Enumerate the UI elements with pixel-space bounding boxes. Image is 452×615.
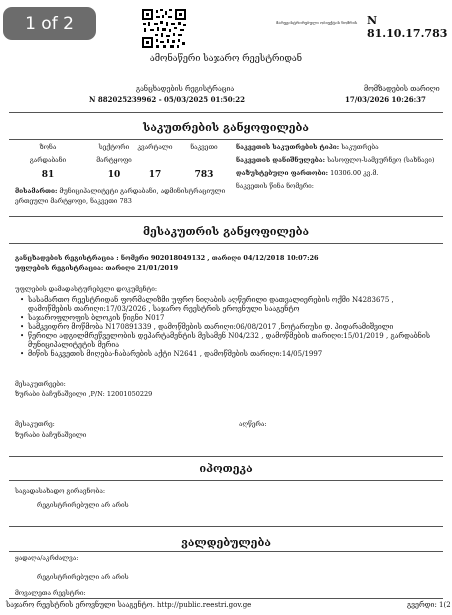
quarter-header: კვარტალი: [137, 143, 173, 151]
quarter-code: 17: [148, 170, 162, 180]
address-label: მისამართი:: [15, 187, 58, 195]
divider: [9, 551, 443, 552]
basis-label: უფლების დამადასტურებელი დოკუმენტი:: [15, 285, 158, 293]
sector-header: სექტორი: [98, 143, 130, 151]
document-number: N 81.10.17.783: [367, 14, 448, 40]
zone-header: ზონა: [39, 143, 57, 151]
address-text: მუნიციპალიტეტი გარდაბანი, ადმინისტრაციული ერთეული მარტყოფი, ნაკვეთი 783: [15, 187, 226, 205]
page-indicator-badge: 1 of 2: [3, 7, 96, 40]
qr-code-icon: [141, 8, 187, 49]
document-title: ამონაწერი საჯარო რეესტრიდან: [149, 54, 303, 64]
divider: [9, 216, 443, 217]
divider: [9, 526, 443, 527]
prepared-label: მომზადების თარიღი: [364, 85, 440, 93]
footer-agency-link[interactable]: საჯარო რეესტრის ეროვნული სააგენტო. http://public.reestri.gov.ge: [6, 601, 252, 609]
mortgage-subject-value: რეგისტრირებული არ არის: [37, 501, 129, 509]
obligations-section-title: ვალდებულება: [181, 536, 271, 549]
debtor-registry-label: მოვალეთა რეესტრი:: [15, 589, 86, 597]
list-item: • სამკვიდრო მოწმობა N170891339 , დამოწმების თარიღი:06/08/2017 ,ნოტარიუსი დ. პიდარამიშვილი: [28, 323, 433, 332]
parcel-code: 783: [194, 170, 214, 180]
right-registration-line: უფლების რეგისტრაცია: თარიღი 21/01/2019: [15, 264, 179, 272]
list-item: • წერილი ადგილმრეწველობის დეპარტამენტის მესამენ N04/232 , დამოწმების თარიღი:15/01/2019 , გარდაბნის მუნიციპალიტეტის მერია: [28, 332, 433, 350]
seizure-label: ყადაღა/აკრძალვა:: [15, 554, 79, 562]
divider: [9, 243, 443, 244]
owner-section-title: მესაკუთრის განყოფილება: [142, 225, 310, 238]
footer-divider: [9, 598, 443, 599]
zone-code: 81: [41, 170, 55, 180]
registry-caption: მარეგისტრირებული ობიექტის ნომრის: [276, 20, 358, 25]
mortgage-subject-label: საგადასახადო გირავნობა:: [15, 487, 106, 495]
divider: [9, 456, 443, 457]
list-item: • სასამართო რეესტრიდან ფორმალიზმი უფრო ნიღაბის აღწერილი დათვალიერების ოქმი N4283675 , დამოწმების თარიღი:17/03/2026 , საჯარო რეესტრის ეროვნული სააგენტო: [28, 296, 433, 314]
sector-code: 10: [107, 170, 121, 180]
description-label: აღწერა:: [239, 420, 267, 428]
owners-label: მესაკუთრეები:: [15, 380, 66, 388]
parcel-header: ნაკვეთი: [190, 143, 218, 151]
purpose-row: ნაკვეთის დანიშნულება: სასოფლო-სამეურნეო (სახნავი): [236, 156, 435, 164]
footer-page-number: გვერდი: 1(2: [407, 601, 451, 609]
application-value: N 882025239962 - 05/03/2025 01:50:22: [89, 95, 245, 104]
owner-label: მესაკუთრე:: [15, 420, 55, 428]
mortgage-section-title: იპოთეკა: [199, 462, 253, 475]
divider: [9, 139, 443, 140]
ownership-row: ნაკვეთის საკუთრების ტიპი: საკუთრება: [236, 143, 379, 151]
divider: [9, 112, 443, 113]
owner-name-pn: ზურაბი ბაჩუნაშვილი ,P/N: 12001050229: [15, 390, 153, 398]
previous-number-label: ნაკვეთის წინა ნომერი:: [236, 182, 314, 190]
property-section-title: საკუთრების განყოფილება: [143, 121, 309, 134]
owner-name: ზურაბი ბაჩუნაშვილი: [15, 431, 87, 439]
seizure-value: რეგისტრირებული არ არის: [37, 573, 129, 581]
application-label: განცხადების რეგისტრაცია: [136, 85, 235, 93]
basis-list: [28, 296, 433, 359]
list-item: • საჯაროფლოფის ბლოკის წიგნი N017: [28, 314, 433, 323]
area-row: დაზუსტებული ფართობი: 10306.00 კვ.მ.: [236, 169, 379, 177]
list-item: • მიწის ნაკვეთის მიღება-ჩაბარების აქტი N2641 , დამოწმების თარიღი:14/05/1997: [28, 350, 433, 359]
zone-name: გარდაბანი: [29, 156, 67, 164]
owner-application-line: განცხადების რეგისტრაცია : ნომერი 902018049132 , თარიღი 04/12/2018 10:07:26: [15, 254, 319, 262]
divider: [9, 480, 443, 481]
sector-name: მარტყოფი: [96, 156, 132, 164]
address: [15, 186, 230, 206]
prepared-value: 17/03/2026 10:26:37: [345, 95, 426, 104]
